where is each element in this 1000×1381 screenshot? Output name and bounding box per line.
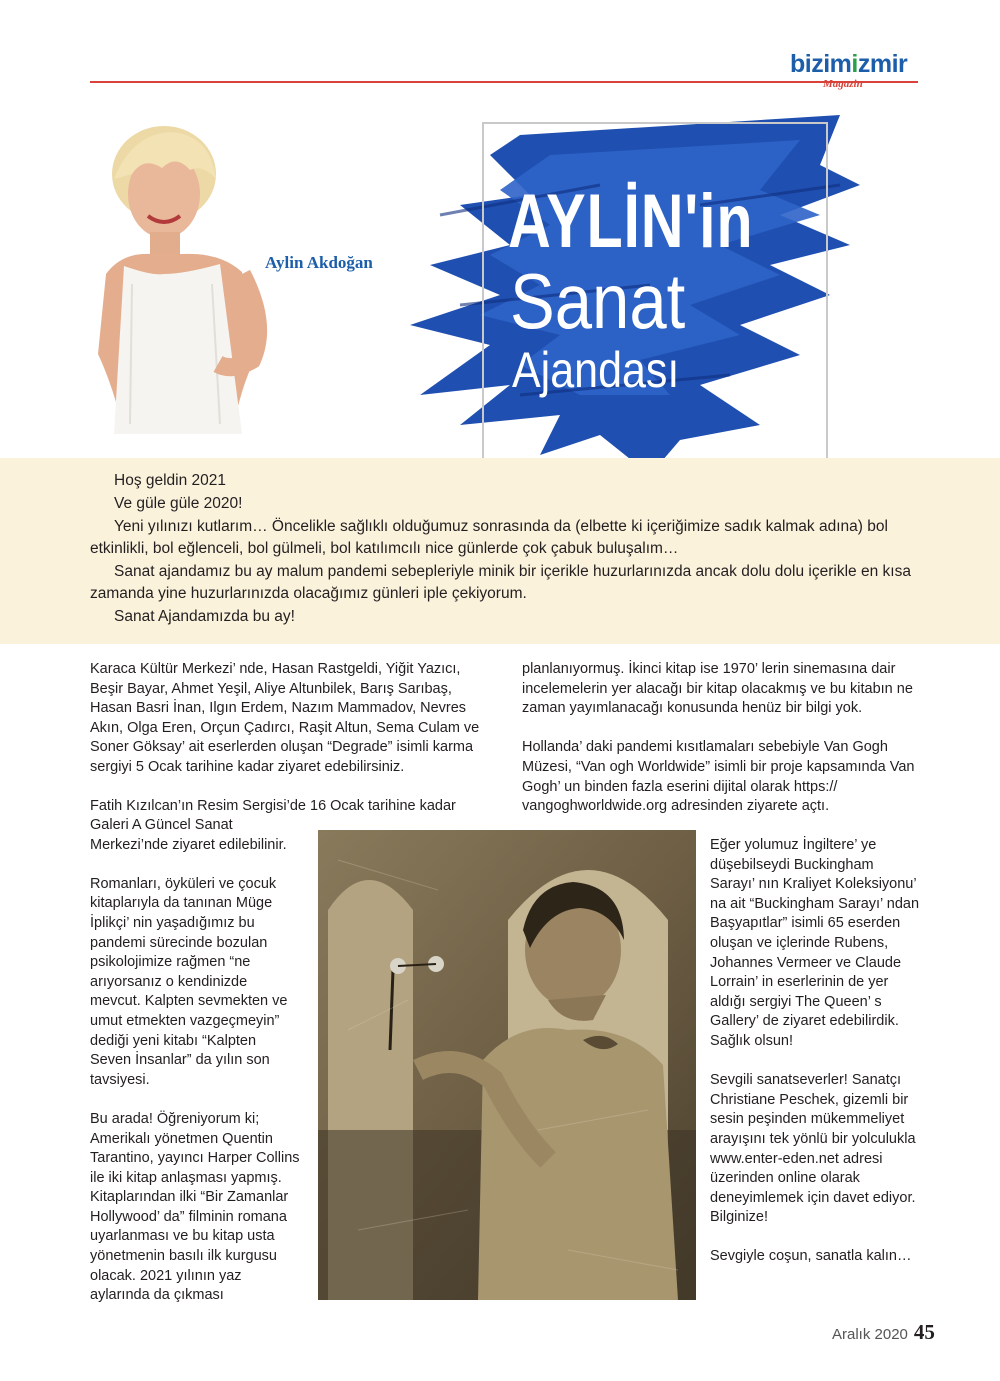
- article-paragraph: Hollanda’ daki pandemi kısıtlamaları sebebiyle Van Gogh Müzesi, “Van ogh Worldwide” isimli bir proje kapsamında Van Gogh’ un binden fazla eserini dijital olarak https:// vangoghworldwide.org adresinden ziyarete açtı.: [522, 739, 915, 815]
- right-column-top: [522, 660, 920, 817]
- intro-paragraph: Yeni yılınızı kutlarım… Öncelikle sağlıklı olduğumuz sonrasında da (elbette ki içeriğimize sadık kalmak adına) bol etkinlikli, bol eğlenceli, bol gülmeli, bol katılımcılı nice günlerde çok çabuk buluşalım…: [90, 518, 888, 557]
- article-paragraph: Fatih Kızılcan’ın Resim Sergisi’de 16 Ocak tarihine kadar: [90, 798, 456, 815]
- title-line-3: Ajandası: [512, 342, 680, 398]
- painting-image: [318, 830, 696, 1300]
- intro-text: [90, 470, 930, 629]
- article-paragraph: planlanıyormuş. İkinci kitap ise 1970’ lerin sinemasına dair incelemelerin yer alacağı bir kitap olacakmış ve bu kitabın ne zaman yayımlanacağı konusunda henüz bir bilgi yok.: [522, 661, 913, 717]
- title-line-1: AYLİN'in: [508, 179, 754, 264]
- article-paragraph: Eğer yolumuz İngiltere’ ye düşebilseydi Buckingham Sarayı’ nın Kraliyet Koleksiyonu’ na ait “Buckingham Sarayı’ ndan Başyapıtlar” isimli 65 eserden oluşan ve içlerinde Rubens, Johannes Vermeer ve Claude Lorrain’ in eserlerinin de yer aldığı sergiyi The Queen’ s Gallery’ de ziyaret edebilirdik. Sağlık olsun!: [710, 837, 920, 1049]
- article-paragraph: Galeri A Güncel Sanat Merkezi’nde ziyaret edilebilinir.: [90, 817, 287, 853]
- logo-text-pre: bizim: [790, 50, 852, 78]
- left-column-top: [90, 660, 488, 817]
- intro-paragraph: Sanat Ajandamızda bu ay!: [114, 608, 295, 625]
- right-column-narrow: [710, 836, 920, 1267]
- page-number: 45: [913, 1320, 935, 1344]
- left-column-narrow: [90, 816, 300, 1306]
- article-paragraph: Romanları, öyküleri ve çocuk kitaplarıyla da tanınan Müge İplikçi’ nin yaşadığımız bu pandemi sürecinde bozulan psikolojimize rağmen “ne arıyorsanız o kendinizde mevcut. Kalpten sevmekten ve umut etmekten vazgeçmeyin” dediği yeni kitabı “Kalpten Seven İnsanlar” da yılın son tavsiyesi.: [90, 875, 288, 1088]
- page-footer: [832, 1320, 935, 1345]
- author-portrait: [92, 124, 282, 434]
- issue-month: Aralık 2020: [832, 1326, 908, 1343]
- logo-subtitle: Magazin: [823, 78, 863, 90]
- intro-paragraph: Hoş geldin 2021: [114, 472, 227, 489]
- logo-text-post: zmir: [857, 50, 908, 78]
- article-paragraph: Sevgiyle coşun, sanatla kalın…: [710, 1248, 912, 1265]
- intro-paragraph: Ve güle güle 2020!: [114, 495, 243, 512]
- title-line-2: Sanat: [510, 257, 686, 345]
- article-paragraph: Bu arada! Öğreniyorum ki; Amerikalı yönetmen Quentin Tarantino, yayıncı Harper Collins ile iki kitap anlaşması yapmış. Kitaplarından ilki “Bir Zamanlar Hollywood’ da” filminin romana uyarlanması ve bu kitap usta yönetmenin basılı ilk kurgusu olacak. 2021 yılının yaz aylarında da çıkması: [90, 1110, 300, 1304]
- logo-palm-letter: i: [851, 50, 858, 78]
- article-paragraph: Sevgili sanatseverler! Sanatçı Christiane Peschek, gizemli bir sesin peşinden mükemmeliyet arayışını tek yönlü bir yolculukla www.enter-eden.net adresi üzerinden online olarak deneyimlemek için davet ediyor. Bilginize!: [710, 1072, 916, 1226]
- article-paragraph: Karaca Kültür Merkezi’ nde, Hasan Rastgeldi, Yiğit Yazıcı, Beşir Bayar, Ahmet Yeşil, Aliye Altunbilek, Barış Sarıbaş, Hasan Basri İnan, Ilgın Erdem, Nazım Mammadov, Nevres Akın, Olga Eren, Orçun Çadırcı, Raşit Altun, Sema Culam ve Soner Göksay’ ait eserlerden oluşan “Degrade” isimli karma sergiyi 5 Ocak tarihine kadar ziyaret edebilirsiniz.: [90, 661, 480, 775]
- magazine-logo: [790, 44, 930, 92]
- intro-paragraph: Sanat ajandamız bu ay malum pandemi sebepleriyle minik bir içerikle huzurlarınızda ancak dolu dolu içerikle en kısa zamanda yine huzurlarınızda olacağımız günleri iple çekiyorum.: [90, 563, 911, 602]
- author-name: Aylin Akdoğan: [265, 253, 373, 272]
